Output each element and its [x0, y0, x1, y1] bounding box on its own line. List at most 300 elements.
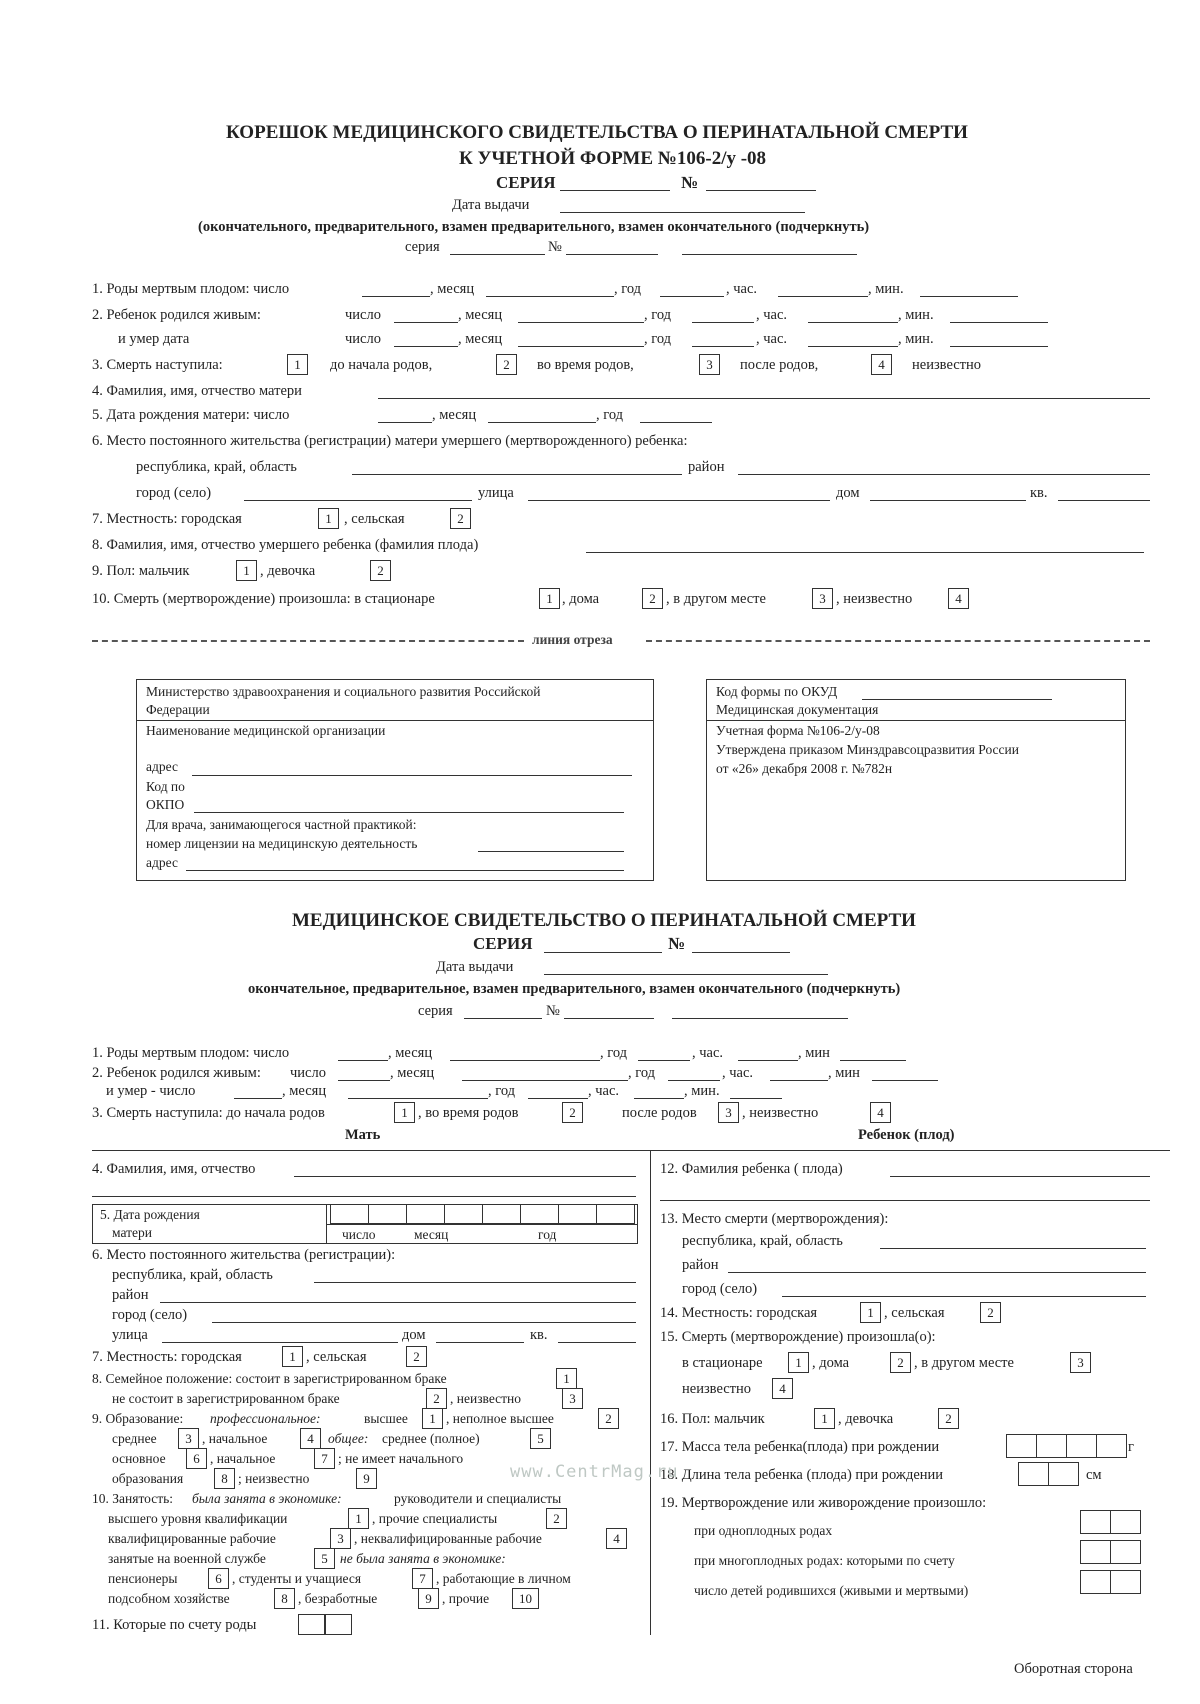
stub-q2-month2-label: , месяц	[458, 331, 503, 347]
columns-top-rule	[92, 1150, 1170, 1151]
c16-box-2[interactable]: 2	[938, 1408, 959, 1429]
stub-kind-number-field[interactable]	[566, 254, 658, 255]
cert-kind-series-label: серия	[418, 1003, 453, 1019]
cert-series-label: СЕРИЯ	[473, 934, 533, 953]
cut-line-left	[92, 640, 524, 642]
stub-q2-num-label: число	[345, 307, 381, 323]
cert-q3-opt-4: , неизвестно	[742, 1105, 819, 1121]
child-column-title: Ребенок (плод)	[858, 1127, 955, 1143]
c16-girl-label: , девочка	[838, 1411, 894, 1427]
m9-box-3[interactable]: 3	[178, 1428, 199, 1449]
m6-apt-label: кв.	[530, 1327, 548, 1343]
m10-box-8[interactable]: 8	[274, 1588, 295, 1609]
stub-q3-box-4[interactable]: 4	[871, 354, 892, 375]
m5-digit-cell-8[interactable]	[596, 1204, 635, 1224]
stub-q1-year-label: , год	[614, 281, 642, 297]
c17-unit: г	[1128, 1439, 1134, 1455]
stub-q2-year2-label: , год	[644, 331, 672, 347]
m4-field[interactable]	[294, 1176, 636, 1177]
cert-issue-date-field[interactable]	[544, 974, 828, 975]
m9-prof-label: профессиональное:	[210, 1411, 321, 1426]
cert-q3-opt-2: , во время родов	[418, 1105, 519, 1121]
stub-q2-died-year[interactable]	[692, 346, 754, 347]
m9-mid-label: среднее	[112, 1431, 157, 1446]
cert-series-field[interactable]	[544, 952, 662, 953]
m5-digit-cell-3[interactable]	[406, 1204, 445, 1224]
cert-q2-day[interactable]	[338, 1080, 390, 1081]
stub-q6-street[interactable]	[528, 500, 830, 501]
m5-digit-cell-4[interactable]	[444, 1204, 483, 1224]
c15-unk-label: неизвестно	[682, 1381, 752, 1397]
c13-district-label: район	[682, 1257, 719, 1273]
stub-q10-box-1[interactable]: 1	[539, 588, 560, 609]
c15-home-label: , дома	[812, 1355, 850, 1371]
columns-divider	[650, 1150, 651, 1635]
cert-q3-box-4[interactable]: 4	[870, 1102, 891, 1123]
stub-q10-box-3[interactable]: 3	[812, 588, 833, 609]
c13-label: 13. Место смерти (мертворождения):	[660, 1211, 889, 1227]
private-address-field[interactable]	[186, 870, 624, 871]
c18-digit-cell-1[interactable]	[1018, 1462, 1049, 1486]
m5-year-label: год	[538, 1227, 557, 1242]
cert-q1-year-label: , год	[600, 1045, 628, 1061]
cert-q2-year-label: , год	[628, 1065, 656, 1081]
m5-digit-cell-7[interactable]	[558, 1204, 597, 1224]
stub-q1-year[interactable]	[660, 296, 724, 297]
m6-region-label: республика, край, область	[112, 1267, 273, 1283]
m9-basic-init-label: , начальное	[210, 1451, 276, 1466]
private-address-label: адрес	[146, 855, 178, 870]
c14-box-2[interactable]: 2	[980, 1302, 1001, 1323]
m10-mil-label: занятые на военной службе	[108, 1551, 266, 1566]
cert-q2-died-month[interactable]	[348, 1098, 488, 1099]
m10-high-label: высшего уровня квалификации	[108, 1511, 288, 1526]
stub-q7-box-1[interactable]: 1	[318, 508, 339, 529]
m10-box-1[interactable]: 1	[348, 1508, 369, 1529]
cert-q2-died-hour[interactable]	[634, 1098, 684, 1099]
m9-box-2[interactable]: 2	[598, 1408, 619, 1429]
m9-inc-label: , неполное высшее	[446, 1411, 554, 1426]
cert-kind-note: окончательное, предварительное, взамен предварительного, взамен окончательного (подчеркнуть)	[248, 981, 901, 997]
cert-q2-num-label: число	[290, 1065, 326, 1081]
stub-series-label: СЕРИЯ	[496, 173, 556, 192]
c12-field[interactable]	[890, 1176, 1150, 1177]
m10-box-6[interactable]: 6	[208, 1568, 229, 1589]
watermark: www.CentrMag.ru	[510, 1462, 679, 1482]
reverse-side-label: Оборотная сторона	[1014, 1661, 1133, 1677]
m7-box-1[interactable]: 1	[282, 1346, 303, 1367]
stub-q3-opt-2: во время родов,	[537, 357, 634, 373]
m10-home-label: , работающие в личном	[436, 1571, 571, 1586]
m9-label: 9. Образование:	[92, 1411, 184, 1426]
m11-box-1[interactable]	[298, 1614, 325, 1635]
m10-oth-label: , прочие	[442, 1591, 490, 1606]
stub-q5-label: 5. Дата рождения матери: число	[92, 407, 290, 423]
stub-q2-day[interactable]	[394, 322, 458, 323]
cert-kind-number-field[interactable]	[564, 1018, 654, 1019]
cert-q3-box-3[interactable]: 3	[718, 1102, 739, 1123]
cert-q2-died-day[interactable]	[234, 1098, 282, 1099]
c13-district-field[interactable]	[728, 1272, 1146, 1273]
stub-q3-box-3[interactable]: 3	[699, 354, 720, 375]
c19-a-cell-1[interactable]	[1080, 1510, 1111, 1534]
c16-label: 16. Пол: мальчик	[660, 1411, 765, 1427]
m9-unk-label: ; неизвестно	[238, 1471, 310, 1486]
stub-number-label: №	[681, 173, 699, 192]
m6-street-field[interactable]	[162, 1342, 398, 1343]
stub-kind-series-label: серия	[405, 239, 440, 255]
m8-box-2[interactable]: 2	[426, 1388, 447, 1409]
stub-q5-month[interactable]	[488, 422, 596, 423]
stub-q2-hour-label: , час.	[756, 307, 788, 323]
stub-q2-died-hour[interactable]	[808, 346, 898, 347]
org-name-label: Наименование медицинской организации	[146, 723, 386, 738]
stub-q2-hour2-label: , час.	[756, 331, 788, 347]
stub-q1-min-label: , мин.	[868, 281, 904, 297]
stub-q2-died-min[interactable]	[950, 346, 1048, 347]
m6-street-label: улица	[112, 1327, 148, 1343]
c16-box-1[interactable]: 1	[814, 1408, 835, 1429]
m6-city-field[interactable]	[212, 1322, 636, 1323]
stub-q2-min-label: , мин.	[898, 307, 934, 323]
m5-month-label: месяц	[414, 1227, 449, 1242]
cert-kind-extra-field[interactable]	[672, 1018, 848, 1019]
okpo-label-2: ОКПО	[146, 797, 185, 812]
m9-box-9[interactable]: 9	[356, 1468, 377, 1489]
stub-q2-hour[interactable]	[808, 322, 898, 323]
m10-other-label: , прочие специалисты	[372, 1511, 498, 1526]
okpo-label-1: Код по	[146, 779, 185, 794]
stub-q3-opt-1: до начала родов,	[330, 357, 433, 373]
m5-mid-rule	[326, 1224, 638, 1225]
c15-box-4[interactable]: 4	[772, 1378, 793, 1399]
cert-q1-label: 1. Роды мертвым плодом: число	[92, 1045, 290, 1061]
m10-qual-label: квалифицированные рабочие	[108, 1531, 276, 1546]
stub-q4-label: 4. Фамилия, имя, отчество матери	[92, 383, 302, 399]
m11-box-2[interactable]	[325, 1614, 352, 1635]
stub-q2-died-day[interactable]	[394, 346, 458, 347]
cert-q2-min-label: , мин	[828, 1065, 860, 1081]
stub-q4-field[interactable]	[378, 398, 1150, 399]
c14-box-1[interactable]: 1	[860, 1302, 881, 1323]
stub-q10-box-4[interactable]: 4	[948, 588, 969, 609]
org-address-label: адрес	[146, 759, 178, 774]
stub-q9-box-2[interactable]: 2	[370, 560, 391, 581]
m8-label: 8. Семейное положение: состоит в зарегистрированном браке	[92, 1371, 447, 1386]
m10-pens-label: пенсионеры	[108, 1571, 178, 1586]
stub-q8-label: 8. Фамилия, имя, отчество умершего ребенка (фамилия плода)	[92, 537, 479, 553]
c18-label: 18. Длина тела ребенка (плода) при рождении	[660, 1467, 944, 1483]
stub-q2-year-label: , год	[644, 307, 672, 323]
cert-issue-date-label: Дата выдачи	[436, 959, 514, 975]
c17-digit-cell-3[interactable]	[1066, 1434, 1097, 1458]
stub-q6-region[interactable]	[352, 474, 682, 475]
stub-q2-year[interactable]	[692, 322, 754, 323]
stub-q6-street-label: улица	[478, 485, 514, 501]
c19-a-cell-2[interactable]	[1110, 1510, 1141, 1534]
okud-label: Код формы по ОКУД	[716, 684, 838, 699]
stub-q2-num2-label: число	[345, 331, 381, 347]
cert-kind-number-label: №	[546, 1003, 560, 1019]
stub-q3-opt-3: после родов,	[740, 357, 819, 373]
org-address-field[interactable]	[192, 775, 632, 776]
stub-q7-label: 7. Местность: городская	[92, 511, 242, 527]
stub-q2-label: 2. Ребенок родился живым:	[92, 307, 261, 323]
cert-q1-month[interactable]	[450, 1060, 600, 1061]
m5-digit-cell-6[interactable]	[520, 1204, 559, 1224]
m5-digit-cell-2[interactable]	[368, 1204, 407, 1224]
m9-none-label: ; не имеет начального	[338, 1451, 464, 1466]
c14-label: 14. Местность: городская	[660, 1305, 818, 1321]
cert-q2-month2-label: , месяц	[282, 1083, 327, 1099]
c19-b-cell-1[interactable]	[1080, 1540, 1111, 1564]
m9-higher-label: высшее	[364, 1411, 408, 1426]
m9-box-5[interactable]: 5	[530, 1428, 551, 1449]
form-info-divider	[706, 720, 1126, 721]
stub-q2-min[interactable]	[950, 322, 1048, 323]
cert-q2-died-min[interactable]	[730, 1098, 782, 1099]
cert-kind-series-field[interactable]	[464, 1018, 542, 1019]
stub-q6-house[interactable]	[870, 500, 1026, 501]
stub-q3-opt-4: неизвестно	[912, 357, 982, 373]
m4-label: 4. Фамилия, имя, отчество	[92, 1161, 256, 1177]
c13-region-field[interactable]	[880, 1248, 1146, 1249]
c17-digit-cell-2[interactable]	[1036, 1434, 1067, 1458]
stub-q6-region-label: республика, край, область	[136, 459, 297, 475]
cert-q2-died-label: и умер - число	[106, 1083, 196, 1099]
m6-house-label: дом	[402, 1327, 426, 1343]
m8-b-label: не состоит в зарегистрированном браке	[112, 1391, 340, 1406]
stub-q9-label: 9. Пол: мальчик	[92, 563, 190, 579]
c15-hosp-label: в стационаре	[682, 1355, 763, 1371]
cert-q1-hour[interactable]	[738, 1060, 798, 1061]
stub-q5-day[interactable]	[378, 422, 432, 423]
c15-box-3[interactable]: 3	[1070, 1352, 1091, 1373]
m11-label: 11. Которые по счету роды	[92, 1617, 257, 1633]
m9-basic-label: основное	[112, 1451, 166, 1466]
stub-issue-date-field[interactable]	[560, 212, 805, 213]
license-field[interactable]	[478, 851, 624, 852]
m10-stud-label: , студенты и учащиеся	[232, 1571, 362, 1586]
m10-box-3[interactable]: 3	[330, 1528, 351, 1549]
stub-q5-year-label: , год	[596, 407, 624, 423]
stub-q2-month-label: , месяц	[458, 307, 503, 323]
stub-q2-died-month[interactable]	[518, 346, 644, 347]
stub-q10-unknown-label: , неизвестно	[836, 591, 913, 607]
c18-unit: см	[1086, 1467, 1102, 1483]
m10-box-7[interactable]: 7	[412, 1568, 433, 1589]
m10-box-5[interactable]: 5	[314, 1548, 335, 1569]
c19-b-cell-2[interactable]	[1110, 1540, 1141, 1564]
stub-q1-label: 1. Роды мертвым плодом: число	[92, 281, 290, 297]
m5-label-2: матери	[112, 1225, 152, 1240]
m8-box-1[interactable]: 1	[556, 1368, 577, 1389]
stub-q1-hour-label: , час.	[726, 281, 758, 297]
form-number-label: Учетная форма №106-2/у-08	[716, 723, 880, 738]
stub-q1-hour[interactable]	[778, 296, 868, 297]
m4-field-2[interactable]	[92, 1196, 636, 1197]
stub-q9-box-1[interactable]: 1	[236, 560, 257, 581]
c15-box-2[interactable]: 2	[890, 1352, 911, 1373]
m9-box-8[interactable]: 8	[214, 1468, 235, 1489]
cert-number-field[interactable]	[692, 952, 790, 953]
stub-q5-month-label: , месяц	[432, 407, 477, 423]
m7-label: 7. Местность: городская	[92, 1349, 242, 1365]
m6-apt-field[interactable]	[558, 1342, 636, 1343]
c15-box-1[interactable]: 1	[788, 1352, 809, 1373]
cert-q1-month-label: , месяц	[388, 1045, 433, 1061]
stub-q3-box-1[interactable]: 1	[287, 354, 308, 375]
stub-q9-girl-label: , девочка	[260, 563, 316, 579]
stub-q10-other-label: , в другом месте	[666, 591, 766, 607]
stub-kind-series-field[interactable]	[450, 254, 545, 255]
stub-q6-city-label: город (село)	[136, 485, 212, 501]
c19-a-label: при одноплодных родах	[694, 1523, 833, 1538]
m9-box-1[interactable]: 1	[422, 1408, 443, 1429]
cert-q2-min2-label: , мин.	[684, 1083, 720, 1099]
m10-lead-label: руководители и специалисты	[394, 1491, 562, 1506]
cert-q1-min-label: , мин	[798, 1045, 830, 1061]
c19-c-label: число детей родившихся (живыми и мертвыми)	[694, 1583, 969, 1598]
c15-label: 15. Смерть (мертворождение) произошла(о):	[660, 1329, 936, 1345]
c15-other-label: , в другом месте	[914, 1355, 1014, 1371]
c19-c-cell-2[interactable]	[1110, 1570, 1141, 1594]
m8-box-3[interactable]: 3	[562, 1388, 583, 1409]
stub-q7-box-2[interactable]: 2	[450, 508, 471, 529]
c12-field-2[interactable]	[660, 1200, 1150, 1201]
stub-q6-apt[interactable]	[1058, 500, 1150, 501]
stub-q2-min2-label: , мин.	[898, 331, 934, 347]
m9-edu-label: образования	[112, 1471, 184, 1486]
stub-q6-label: 6. Место постоянного жительства (регистрации) матери умершего (мертворожденного) ребенка:	[92, 433, 688, 449]
m9-box-6[interactable]: 6	[186, 1448, 207, 1469]
cert-q3-box-1[interactable]: 1	[394, 1102, 415, 1123]
cut-line-label: линия отреза	[532, 632, 613, 647]
stub-q6-apt-label: кв.	[1030, 485, 1048, 501]
stub-q6-city[interactable]	[244, 500, 472, 501]
m9-box-4[interactable]: 4	[300, 1428, 321, 1449]
m7-box-2[interactable]: 2	[406, 1346, 427, 1367]
m9-box-7[interactable]: 7	[314, 1448, 335, 1469]
organization-box-divider	[136, 720, 654, 721]
stub-q3-box-2[interactable]: 2	[496, 354, 517, 375]
m9-init-label: , начальное	[202, 1431, 268, 1446]
m10-label: 10. Занятость:	[92, 1491, 174, 1506]
m10-box-10[interactable]: 10	[512, 1588, 539, 1609]
cert-q2-month[interactable]	[462, 1080, 628, 1081]
c19-c-cell-1[interactable]	[1080, 1570, 1111, 1594]
m6-district-label: район	[112, 1287, 149, 1303]
m10-unq-label: , неквалифицированные рабочие	[354, 1531, 542, 1546]
cert-q2-label: 2. Ребенок родился живым:	[92, 1065, 261, 1081]
stub-form-ref: К УЧЕТНОЙ ФОРМЕ №106-2/у -08	[459, 148, 767, 169]
m10-box-2[interactable]: 2	[546, 1508, 567, 1529]
m10-emp-label: была занята в экономике:	[192, 1491, 342, 1506]
stub-q6-house-label: дом	[836, 485, 860, 501]
m9-gen-full-label: среднее (полное)	[382, 1431, 480, 1446]
cert-q3-label: 3. Смерть наступила: до начала родов	[92, 1105, 325, 1121]
cut-line-right	[646, 640, 1150, 642]
stub-q3-label: 3. Смерть наступила:	[92, 357, 223, 373]
cert-q2-year[interactable]	[668, 1080, 720, 1081]
cert-q3-opt-3: после родов	[622, 1105, 697, 1121]
m5-digit-cell-5[interactable]	[482, 1204, 521, 1224]
c12-label: 12. Фамилия ребенка ( плода)	[660, 1161, 843, 1177]
cert-q2-min[interactable]	[872, 1080, 938, 1081]
m6-house-field[interactable]	[436, 1342, 524, 1343]
approved-label: Утверждена приказом Минздравсоцразвития России	[716, 742, 1019, 757]
cert-q1-year[interactable]	[638, 1060, 690, 1061]
stub-q7-rural-label: , сельская	[344, 511, 405, 527]
m10-box-9[interactable]: 9	[418, 1588, 439, 1609]
c17-digit-cell-1[interactable]	[1006, 1434, 1037, 1458]
m10-unemp-label: , безработные	[298, 1591, 378, 1606]
private-practice-label: Для врача, занимающегося частной практикой:	[146, 817, 417, 832]
cert-q1-day[interactable]	[338, 1060, 388, 1061]
medical-docs-label: Медицинская документация	[716, 702, 879, 717]
m5-day-label: число	[342, 1227, 376, 1242]
ministry-line-1: Министерство здравоохранения и социального развития Российской	[146, 684, 541, 699]
license-label: номер лицензии на медицинскую деятельность	[146, 836, 418, 851]
cert-q2-hour2-label: , час.	[588, 1083, 620, 1099]
m6-region-field[interactable]	[314, 1282, 636, 1283]
stub-q2-month[interactable]	[518, 322, 644, 323]
cert-q2-year2-label: , год	[488, 1083, 516, 1099]
stub-q1-month[interactable]	[486, 296, 614, 297]
stub-q5-year[interactable]	[640, 422, 712, 423]
m5-label: 5. Дата рождения	[100, 1207, 200, 1222]
stub-q10-box-2[interactable]: 2	[642, 588, 663, 609]
okpo-field[interactable]	[194, 812, 624, 813]
m7-rural-label: , сельская	[306, 1349, 367, 1365]
m5-digit-cell-1[interactable]	[330, 1204, 369, 1224]
stub-q8-field[interactable]	[586, 552, 1144, 553]
m6-city-label: город (село)	[112, 1307, 188, 1323]
stub-kind-extra-field[interactable]	[682, 254, 857, 255]
stub-q10-home-label: , дома	[562, 591, 600, 607]
m10-notemp-label: не была занята в экономике:	[340, 1551, 506, 1566]
m9-gen-label: общее:	[328, 1431, 369, 1446]
cert-q3-box-2[interactable]: 2	[562, 1102, 583, 1123]
stub-kind-number-label: №	[548, 239, 562, 255]
ministry-line-2: Федерации	[146, 702, 210, 717]
stub-q6-district-label: район	[688, 459, 725, 475]
stub-number-field[interactable]	[706, 190, 816, 191]
cert-q2-died-year[interactable]	[528, 1098, 588, 1099]
m10-box-4[interactable]: 4	[606, 1528, 627, 1549]
m6-district-field[interactable]	[160, 1302, 636, 1303]
mother-column-title: Мать	[345, 1127, 381, 1143]
approved-date-label: от «26» декабря 2008 г. №782н	[716, 761, 893, 776]
cert-q2-hour[interactable]	[770, 1080, 828, 1081]
m8-unknown-label: , неизвестно	[450, 1391, 522, 1406]
cert-q1-hour-label: , час.	[692, 1045, 724, 1061]
c13-region-label: республика, край, область	[682, 1233, 843, 1249]
stub-q6-district[interactable]	[738, 474, 1150, 475]
stub-title: КОРЕШОК МЕДИЦИНСКОГО СВИДЕТЕЛЬСТВА О ПЕРИНАТАЛЬНОЙ СМЕРТИ	[226, 122, 968, 143]
c13-city-field[interactable]	[782, 1296, 1146, 1297]
stub-q1-min[interactable]	[920, 296, 1018, 297]
stub-series-field[interactable]	[560, 190, 670, 191]
c17-digit-cell-4[interactable]	[1096, 1434, 1127, 1458]
m10-farm-label: подсобном хозяйстве	[108, 1591, 230, 1606]
cert-q1-min[interactable]	[840, 1060, 906, 1061]
cert-q2-hour-label: , час.	[722, 1065, 754, 1081]
c18-digit-cell-2[interactable]	[1048, 1462, 1079, 1486]
stub-q1-day[interactable]	[362, 296, 430, 297]
cert-title: МЕДИЦИНСКОЕ СВИДЕТЕЛЬСТВО О ПЕРИНАТАЛЬНОЙ СМЕРТИ	[292, 910, 916, 931]
okud-field[interactable]	[862, 699, 1052, 700]
